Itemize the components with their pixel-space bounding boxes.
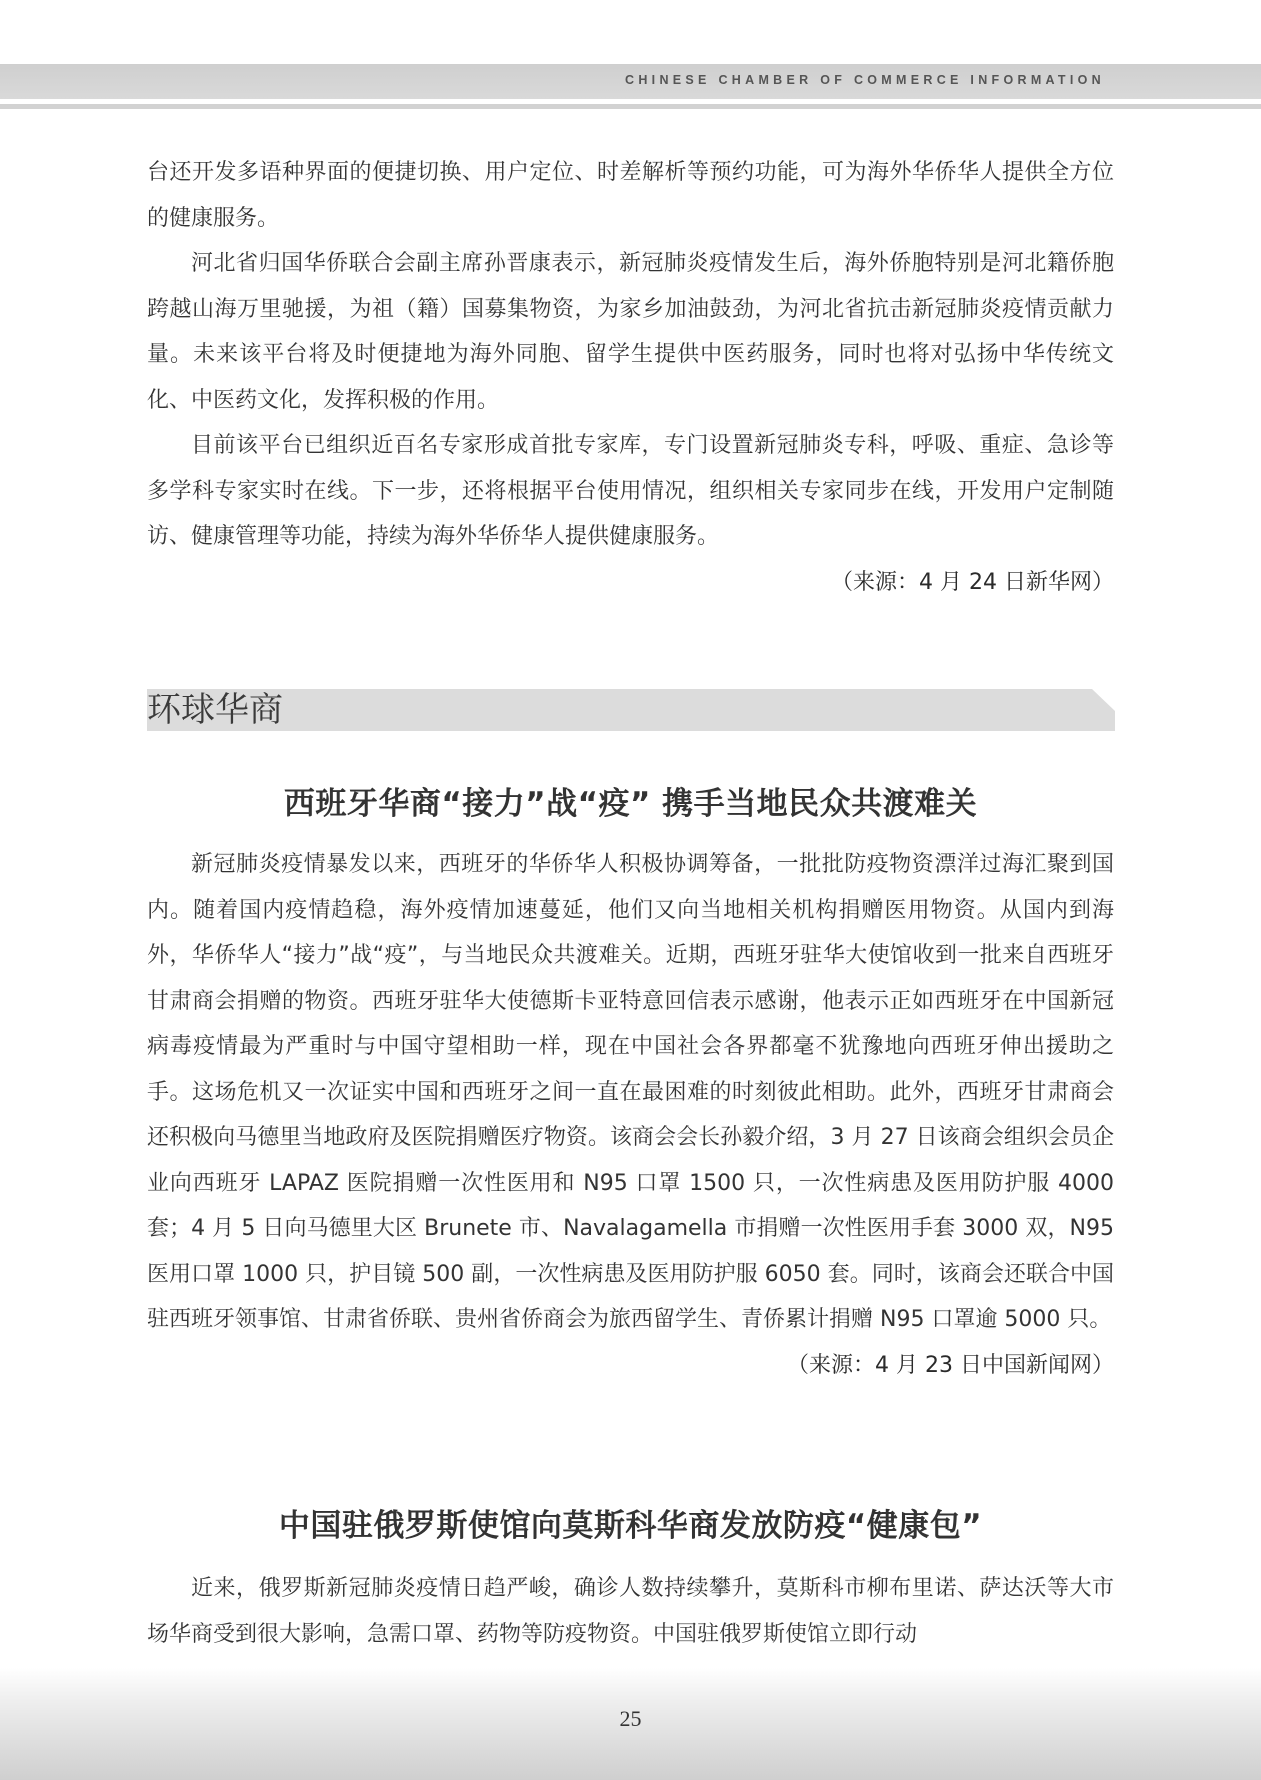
article-spain xyxy=(147,778,1114,823)
article-source: （来源：4 月 23 日中国新闻网） xyxy=(787,1352,1114,1378)
paragraph: 目前该平台已组织近百名专家形成首批专家库，专门设置新冠肺炎专科，呼吸、重症、急诊等多学科专家实时在线。下一步，还将根据平台使用情况，组织相关专家同步在线，开发用户定制随访、健康管理等功能，持续为海外华侨华人提供健康服务。 xyxy=(147,433,1114,549)
header-rule xyxy=(0,104,1261,109)
paragraph: 新冠肺炎疫情暴发以来，西班牙的华侨华人积极协调筹备，一批批防疫物资漂洋过海汇聚到国内。随着国内疫情趋稳，海外疫情加速蔓延，他们又向当地相关机构捐赠医用物资。从国内到海外，华侨华人“接力”战“疫”，与当地民众共渡难关。近期，西班牙驻华大使馆收到一批来自西班牙甘肃商会捐赠的物资。西班牙驻华大使德斯卡亚特意回信表示感谢，他表示正如西班牙在中国新冠病毒疫情最为严重时与中国守望相助一样，现在中国社会各界都毫不犹豫地向西班牙伸出援助之手。这场危机又一次证实中国和西班牙之间一直在最困难的时刻彼此相助。此外，西班牙甘肃商会还积极向马德里当地政府及医院捐赠医疗物资。该商会会长孙毅介绍，3 月 27 日该商会组织会员企业向西班牙 LAPAZ 医院捐赠一次性医用和 N95 口罩 1500 只，一次性病患及医用防护服 4000 套；4 月 5 日向马德里大区 Brunete 市、Navalagamella 市捐赠一次性医用手套 3000 双，N95 医用口罩 1000 只，护目镜 500 副，一次性病患及医用防护服 6050 套。同时，该商会还联合中国驻西班牙领事馆、甘肃省侨联、贵州省侨商会为旅西留学生、青侨累计捐赠 N95 口罩逾 5000 只。 xyxy=(147,852,1114,1332)
article-continued xyxy=(147,150,1114,605)
article-russia xyxy=(147,1500,1114,1545)
paragraph: 台还开发多语种界面的便捷切换、用户定位、时差解析等预约功能，可为海外华侨华人提供全方位的健康服务。 xyxy=(147,160,1114,231)
section-banner-shape xyxy=(147,689,1115,731)
article-title: 西班牙华商“接力”战“疫” 携手当地民众共渡难关 xyxy=(283,786,978,822)
running-title: CHINESE CHAMBER OF COMMERCE INFORMATION xyxy=(625,73,1105,87)
paragraph: 河北省归国华侨联合会副主席孙晋康表示，新冠肺炎疫情发生后，海外侨胞特别是河北籍侨胞跨越山海万里驰援，为祖（籍）国募集物资，为家乡加油鼓劲，为河北省抗击新冠肺炎疫情贡献力量。未来该平台将及时便捷地为海外同胞、留学生提供中医药服务，同时也将对弘扬中华传统文化、中医药文化，发挥积极的作用。 xyxy=(147,251,1114,413)
article-spain-body xyxy=(147,842,1114,1388)
article-russia-body xyxy=(147,1566,1114,1657)
paragraph: 近来，俄罗斯新冠肺炎疫情日趋严峻，确诊人数持续攀升，莫斯科市柳布里诺、萨达沃等大市场华商受到很大影响，急需口罩、药物等防疫物资。中国驻俄罗斯使馆立即行动 xyxy=(147,1576,1114,1647)
page-number: 25 xyxy=(619,1706,642,1731)
section-title: 环球华商 xyxy=(147,690,283,730)
article-source: （来源：4 月 24 日新华网） xyxy=(831,569,1114,595)
section-banner xyxy=(147,689,1115,731)
article-title: 中国驻俄罗斯使馆向莫斯科华商发放防疫“健康包” xyxy=(278,1508,983,1544)
